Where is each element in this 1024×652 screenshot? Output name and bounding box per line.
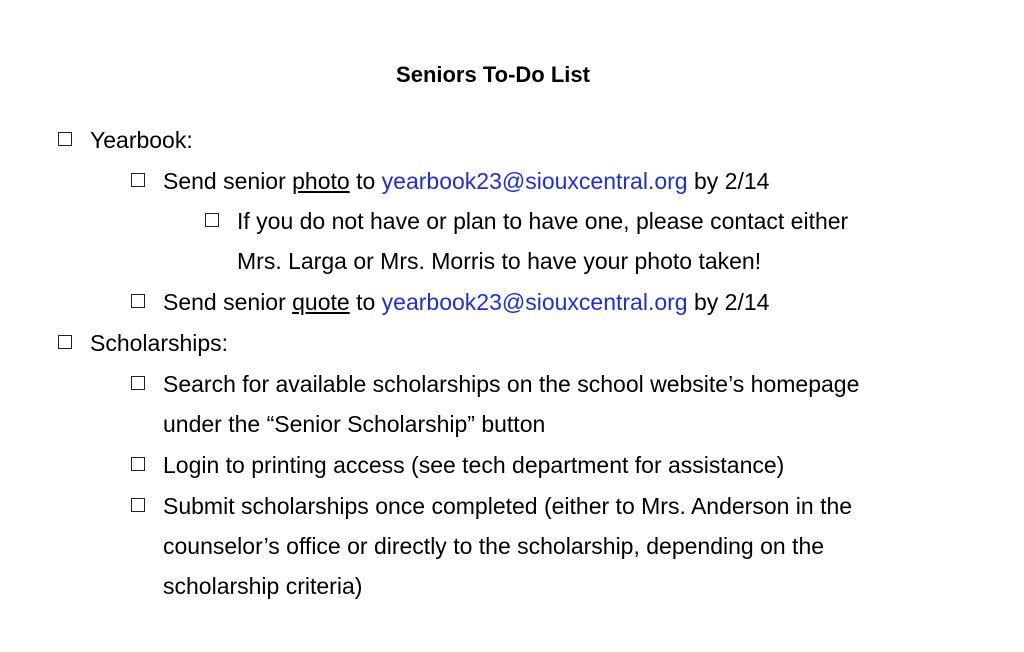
- todo-text-line1: Submit scholarships once completed (either to Mrs. Anderson in the: [163, 493, 853, 519]
- todo-text-line1: Login to printing access (see tech department for assistance): [163, 452, 785, 478]
- todo-text-post: by 2/14: [687, 168, 770, 194]
- checkbox[interactable]: [58, 132, 72, 146]
- underlined-word: photo: [292, 168, 350, 194]
- checkbox[interactable]: [205, 213, 219, 227]
- checkbox[interactable]: [131, 173, 145, 187]
- checkbox[interactable]: [58, 335, 72, 349]
- checkbox[interactable]: [131, 294, 145, 308]
- email-link[interactable]: yearbook23@siouxcentral.org: [381, 289, 688, 315]
- todo-text-line2: Mrs. Larga or Mrs. Morris to have your photo taken!: [237, 248, 762, 274]
- todo-text-pre: Send senior: [163, 168, 293, 194]
- todo-text-post: by 2/14: [687, 289, 770, 315]
- todo-text-mid: to: [349, 168, 382, 194]
- todo-text-line1: Search for available scholarships on the school website’s homepage: [163, 371, 860, 397]
- todo-label: Yearbook:: [90, 127, 193, 153]
- todo-text: [163, 161, 769, 201]
- page-title: Seniors To-Do List: [396, 62, 590, 87]
- checkbox[interactable]: [131, 498, 145, 512]
- todo-text: [163, 282, 769, 322]
- todo-text-mid: to: [349, 289, 382, 315]
- todo-text-line2: counselor’s office or directly to the scholarship, depending on the: [163, 533, 825, 559]
- todo-label: Scholarships:: [90, 330, 229, 356]
- todo-text-line3: scholarship criteria): [163, 573, 363, 599]
- todo-text-pre: Send senior: [163, 289, 293, 315]
- todo-text-line2: under the “Senior Scholarship” button: [163, 411, 546, 437]
- checkbox[interactable]: [131, 457, 145, 471]
- underlined-word: quote: [292, 289, 350, 315]
- email-link[interactable]: yearbook23@siouxcentral.org: [381, 168, 688, 194]
- checkbox[interactable]: [131, 376, 145, 390]
- todo-text-line1: If you do not have or plan to have one, please contact either: [237, 208, 849, 234]
